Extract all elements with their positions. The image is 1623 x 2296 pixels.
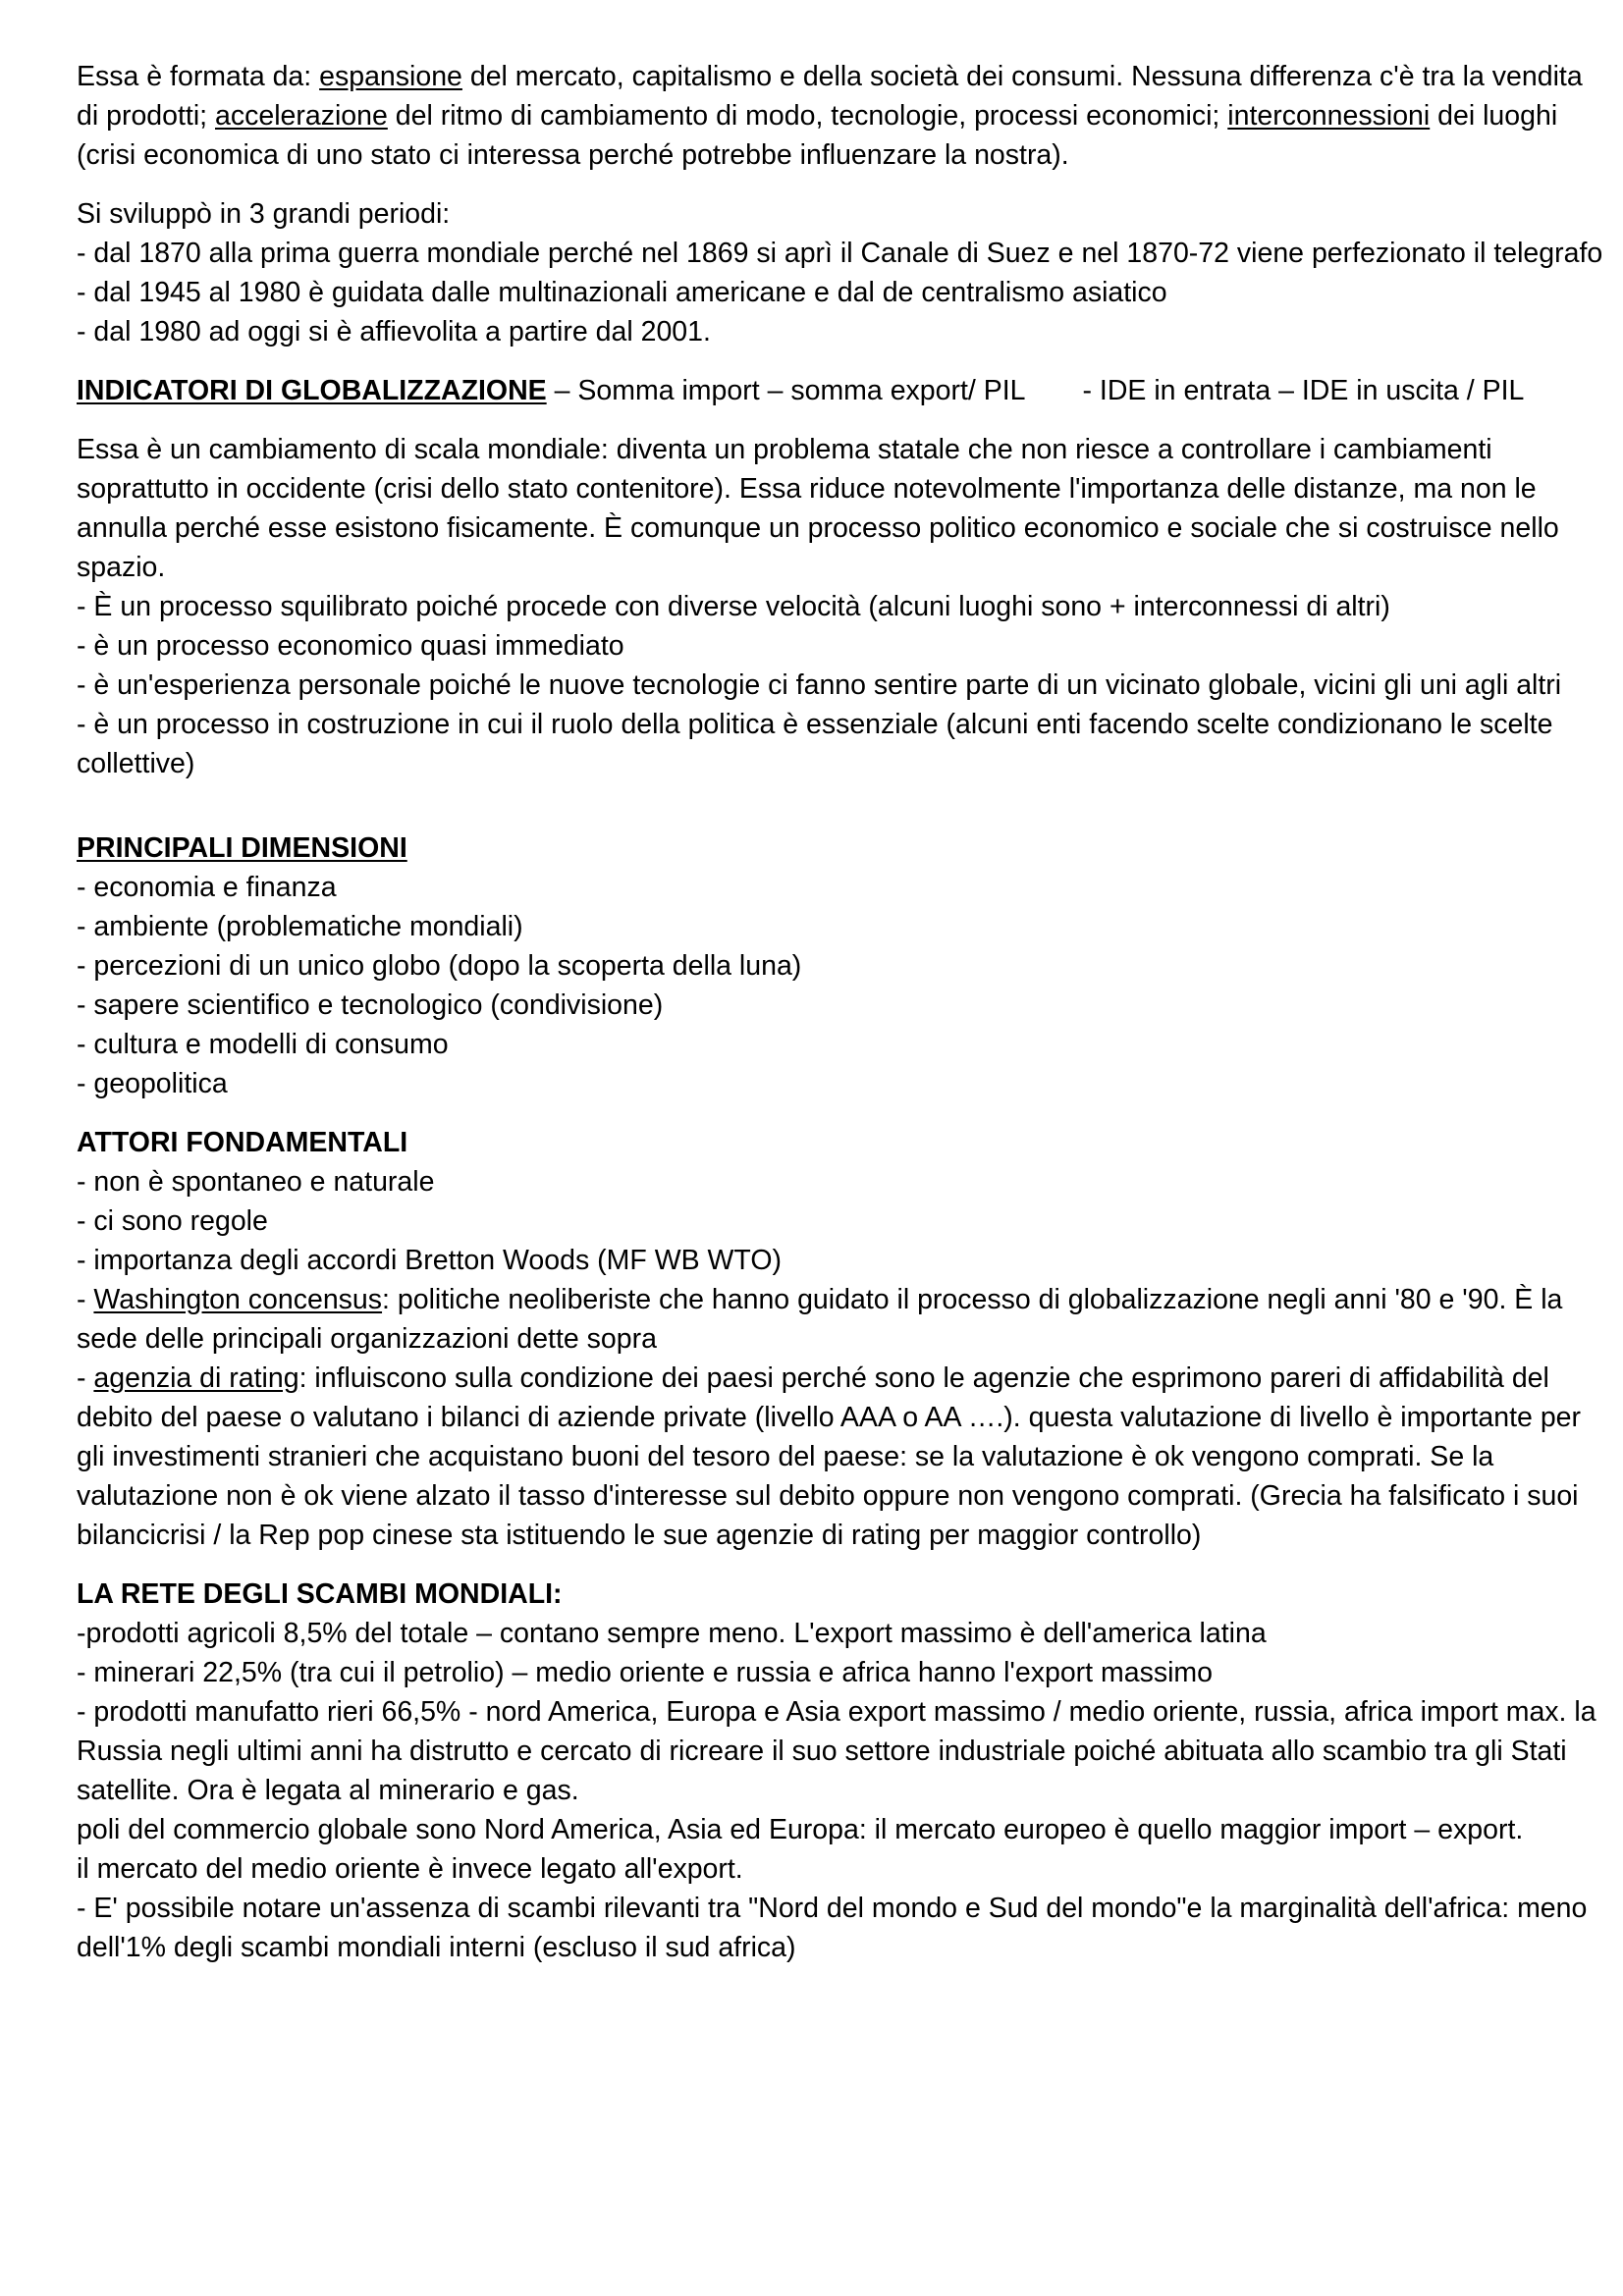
trade-line: -prodotti agricoli 8,5% del totale – contano sempre meno. L'export massimo è dell'america latina bbox=[77, 1618, 1267, 1649]
dimensions-heading: PRINCIPALI DIMENSIONI bbox=[77, 832, 407, 864]
dimension-item: - percezioni di un unico globo (dopo la scoperta della luna) bbox=[77, 950, 802, 982]
rating-prefix: - bbox=[77, 1362, 94, 1394]
period-item: - dal 1870 alla prima guerra mondiale perché nel 1869 si aprì il Canale di Suez e nel 1870-72 viene perfezionato il telegrafo bbox=[77, 238, 1603, 269]
term-espansione: espansione bbox=[319, 61, 462, 92]
trade-line: - prodotti manufatto rieri 66,5% - nord America, Europa e Asia export massimo / medio oriente, russia, africa import max. la Russia negli ultimi anni ha distrutto e cercato di ricreare il suo settore industriale poiché abituata allo scambio tra gli Stati satellite. Ora è legata al minerario e gas. bbox=[77, 1696, 1596, 1806]
indicators-text-1: – Somma import – somma export/ PIL bbox=[546, 375, 1026, 406]
washington-item bbox=[77, 1280, 1603, 1359]
change-item: - è un processo economico quasi immediato bbox=[77, 630, 624, 662]
dimension-item: - geopolitica bbox=[77, 1068, 228, 1099]
actors-section bbox=[77, 1123, 1603, 1555]
dimension-item: - sapere scientifico e tecnologico (condivisione) bbox=[77, 989, 664, 1021]
rating-text: : influiscono sulla condizione dei paesi perché sono le agenzie che esprimono pareri di affidabilità del debito del paese o valutano i bilanci di aziende private (livello AAA o AA ….). questa valutazione di livello è importante per gli investimenti stranieri che acquistano buoni del tesoro del paese: se la valutazione è ok vengono comprati. Se la valutazione non è ok viene alzato il tasso d'interesse sul debito oppure non vengono comprati. (Grecia ha falsificato i suoi bilancicrisi / la Rep pop cinese sta istituendo le sue agenzie di rating per maggior controllo) bbox=[77, 1362, 1582, 1551]
periods-intro: Si sviluppò in 3 grandi periodi: bbox=[77, 198, 451, 230]
actor-item: - ci sono regole bbox=[77, 1205, 268, 1237]
washington-prefix: - bbox=[77, 1284, 94, 1315]
intro-text-1: Essa è formata da: bbox=[77, 61, 320, 92]
change-item: - è un processo in costruzione in cui il ruolo della politica è essenziale (alcuni enti facendo scelte condizionano le scelte collettive) bbox=[77, 709, 1553, 779]
trade-line: poli del commercio globale sono Nord America, Asia ed Europa: il mercato europeo è quello maggior import – export. bbox=[77, 1814, 1524, 1845]
term-interconnessioni: interconnessioni bbox=[1227, 100, 1431, 132]
rating-item bbox=[77, 1359, 1603, 1555]
periods-section bbox=[77, 194, 1603, 351]
term-accelerazione: accelerazione bbox=[215, 100, 388, 132]
washington-text: : politiche neoliberiste che hanno guidato il processo di globalizzazione negli anni '80 e '90. È la sede delle principali organizzazioni dette sopra bbox=[77, 1284, 1563, 1355]
dimensions-section bbox=[77, 828, 1603, 1103]
change-paragraph: Essa è un cambiamento di scala mondiale: diventa un problema statale che non riesce a controllare i cambiamenti soprattutto in occidente (crisi dello stato contenitore). Essa riduce notevolmente l'importanza delle distanze, ma non le annulla perché esse esistono fisicamente. È comunque un processo politico economico e sociale che si costruisce nello spazio. bbox=[77, 434, 1559, 583]
actors-heading: ATTORI FONDAMENTALI bbox=[77, 1127, 408, 1158]
actor-item: - non è spontaneo e naturale bbox=[77, 1166, 435, 1198]
trade-line: - E' possibile notare un'assenza di scambi rilevanti tra "Nord del mondo e Sud del mondo"e la marginalità dell'africa: meno dell'1% degli scambi mondiali interni (escluso il sud africa) bbox=[77, 1893, 1588, 1963]
trade-line: - minerari 22,5% (tra cui il petrolio) – medio oriente e russia e africa hanno l'export massimo bbox=[77, 1657, 1214, 1688]
dimension-item: - cultura e modelli di consumo bbox=[77, 1029, 449, 1060]
term-washington-concensus: Washington concensus bbox=[93, 1284, 383, 1315]
trade-section bbox=[77, 1575, 1603, 1967]
term-agenzia-di-rating: agenzia di rating bbox=[93, 1362, 299, 1394]
change-item: - È un processo squilibrato poiché procede con diverse velocità (alcuni luoghi sono + interconnessi di altri) bbox=[77, 591, 1390, 622]
intro-text-4: dei luoghi (crisi economica di uno stato ci interessa perché potrebbe influenzare la nostra). bbox=[77, 100, 1558, 171]
change-item: - è un'esperienza personale poiché le nuove tecnologie ci fanno sentire parte di un vicinato globale, vicini gli uni agli altri bbox=[77, 669, 1562, 701]
period-item: - dal 1945 al 1980 è guidata dalle multinazionali americane e dal de centralismo asiatico bbox=[77, 277, 1167, 308]
indicators-heading: INDICATORI DI GLOBALIZZAZIONE bbox=[77, 375, 547, 406]
intro-text-2: del mercato, capitalismo e della società dei consumi. Nessuna differenza c'è tra la vendita di prodotti; bbox=[77, 61, 1583, 132]
indicators-paragraph bbox=[77, 371, 1603, 410]
intro-text-3: del ritmo di cambiamento di modo, tecnologie, processi economici; bbox=[387, 100, 1228, 132]
dimension-item: - economia e finanza bbox=[77, 872, 337, 903]
indicators-text-2: - IDE in entrata – IDE in uscita / PIL bbox=[1082, 375, 1525, 406]
intro-paragraph bbox=[77, 57, 1603, 175]
period-item: - dal 1980 ad oggi si è affievolita a partire dal 2001. bbox=[77, 316, 711, 347]
dimension-item: - ambiente (problematiche mondiali) bbox=[77, 911, 523, 942]
trade-heading: LA RETE DEGLI SCAMBI MONDIALI: bbox=[77, 1578, 563, 1610]
trade-line: il mercato del medio oriente è invece legato all'export. bbox=[77, 1853, 743, 1885]
actor-item: - importanza degli accordi Bretton Woods (MF WB WTO) bbox=[77, 1245, 782, 1276]
change-section bbox=[77, 430, 1603, 783]
